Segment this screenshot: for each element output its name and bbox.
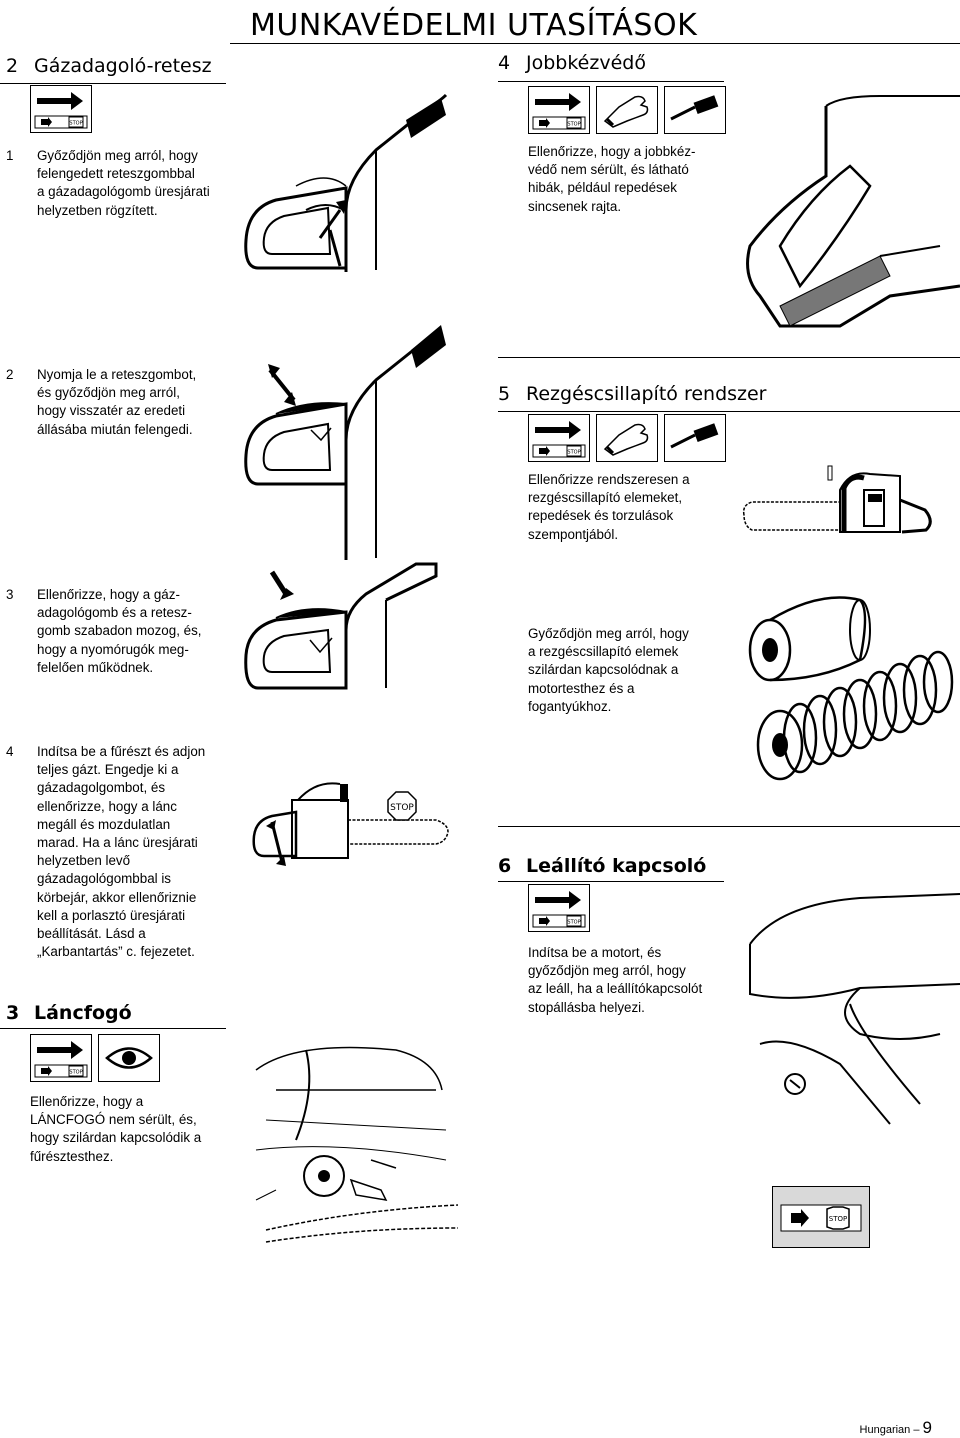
- procedure-icon: [528, 414, 590, 462]
- stop-sign-label: STOP: [390, 803, 414, 813]
- brush-icon: [664, 86, 726, 134]
- stop-switch-panel: [772, 1186, 870, 1248]
- glove-icon: [596, 414, 658, 462]
- section-lancfogo-heading: [6, 1002, 132, 1024]
- section-divider: [498, 826, 960, 827]
- stop-label: STOP: [567, 121, 581, 128]
- section-number: 6: [498, 855, 512, 877]
- stop-label: STOP: [567, 449, 581, 456]
- step-1: [6, 147, 226, 227]
- jobbkezvedo-text: Ellenőrizze, hogy a jobbkéz- védő nem sérült, és látható hibák, például repedések sincsenek rajta.: [528, 144, 696, 214]
- procedure-icon: [528, 884, 590, 932]
- anti-vibration-chainsaw-illustration: [740, 460, 960, 550]
- glove-icon: [596, 86, 658, 134]
- section-rezgescsillapito-heading: [498, 383, 767, 405]
- anti-vibration-elements-illustration: [740, 570, 960, 800]
- step-3: [6, 586, 226, 682]
- rezgescsillapito-text-1: Ellenőrizze rendszeresen a rezgéscsillapító elemeket, repedések és torzulások szempontjából.: [528, 472, 690, 542]
- throttle-lockout-illustration-1: [236, 90, 456, 280]
- section-number: 3: [6, 1002, 20, 1024]
- hand-guard-illustration: [740, 86, 960, 336]
- step-text: Indítsa be a fűrészt és adjon teljes gázt. Engedje ki a gázadagolgombot, és ellenőrizze, hogy a lánc megáll és mozdulatlan marad. Ha a lánc üresjárati helyzetben levő gázadagológombbal is körbejár, akkor ellenőriznie kell a porlasztó üresjárati beállítását. Lásd a „Karbantartás” c. fejezetet.: [37, 744, 206, 960]
- section-title: Gázadagoló-retesz: [34, 55, 212, 77]
- column-gutter: [484, 44, 485, 1284]
- step-number: 3: [6, 587, 14, 602]
- footer-language: Hungarian –: [859, 1424, 920, 1436]
- stop-label: STOP: [69, 120, 83, 127]
- step-2: [6, 366, 226, 446]
- section-title: Rezgéscsillapító rendszer: [526, 383, 767, 405]
- section-title: Láncfogó: [34, 1002, 132, 1024]
- step-text: Nyomja le a reteszgombot, és győződjön meg arról, hogy visszatér az eredeti állásába miután felengedi.: [37, 367, 197, 437]
- lancfogo-text: Ellenőrizze, hogy a LÁNCFOGÓ nem sérült, és, hogy szilárdan kapcsolódik a fűrésztesthez.: [30, 1094, 202, 1164]
- throttle-lockout-illustration-2: [236, 300, 456, 560]
- step-number: 2: [6, 367, 14, 382]
- eye-icon: [98, 1034, 160, 1082]
- step-4: [6, 743, 231, 968]
- chainsaw-stop-illustration: [236, 770, 456, 880]
- heading-rule: [0, 83, 226, 84]
- step-text: Győződjön meg arról, hogy felengedett reteszgombbal a gázadagológomb üresjárati helyzetben rögzített.: [37, 148, 210, 218]
- heading-rule: [498, 881, 724, 882]
- section-title: Jobbkézvédő: [526, 52, 646, 74]
- heading-rule: [498, 81, 724, 82]
- rezgescsillapito-text-2: Győződjön meg arról, hogy a rezgéscsillapító elemek szilárdan kapcsolódnak a motortesthez és a fogantyúkhoz.: [528, 626, 689, 714]
- leallito-text: Indítsa be a motort, és győződjön meg arról, hogy az leáll, ha a leállítókapcsolót stopállásba helyezi.: [528, 945, 703, 1015]
- heading-rule: [498, 411, 960, 412]
- section-jobbkezvedo-heading: [498, 52, 646, 74]
- chain-catcher-illustration: [236, 1030, 462, 1245]
- section-title: Leállító kapcsoló: [526, 855, 707, 877]
- step-text: Ellenőrizze, hogy a gáz- adagológomb és a retesz- gomb szabadon mozog, és, hogy a nyomórugók meg- felelően működnek.: [37, 587, 202, 675]
- page-footer: [860, 1418, 932, 1438]
- stop-label: STOP: [69, 1069, 83, 1076]
- step-number: 4: [6, 744, 14, 759]
- brush-icon: [664, 414, 726, 462]
- section-number: 4: [498, 52, 511, 74]
- section-divider: [498, 357, 960, 358]
- procedure-icon: [30, 85, 92, 133]
- stop-label: STOP: [567, 919, 581, 926]
- stop-switch-illustration: [740, 884, 960, 1134]
- procedure-icon: [30, 1034, 92, 1082]
- procedure-icon: [528, 86, 590, 134]
- page-title: MUNKAVÉDELMI UTASÍTÁSOK: [250, 8, 698, 43]
- step-number: 1: [6, 148, 14, 163]
- section-leallito-heading: [498, 855, 706, 877]
- section-number: 2: [6, 55, 19, 77]
- throttle-lockout-illustration-3: [236, 560, 456, 700]
- heading-rule: [0, 1028, 226, 1029]
- stop-label: STOP: [828, 1215, 848, 1223]
- title-rule: [230, 43, 960, 44]
- section-gazadagolo-heading: [6, 55, 212, 77]
- page-number: 9: [922, 1418, 932, 1437]
- section-number: 5: [498, 383, 511, 405]
